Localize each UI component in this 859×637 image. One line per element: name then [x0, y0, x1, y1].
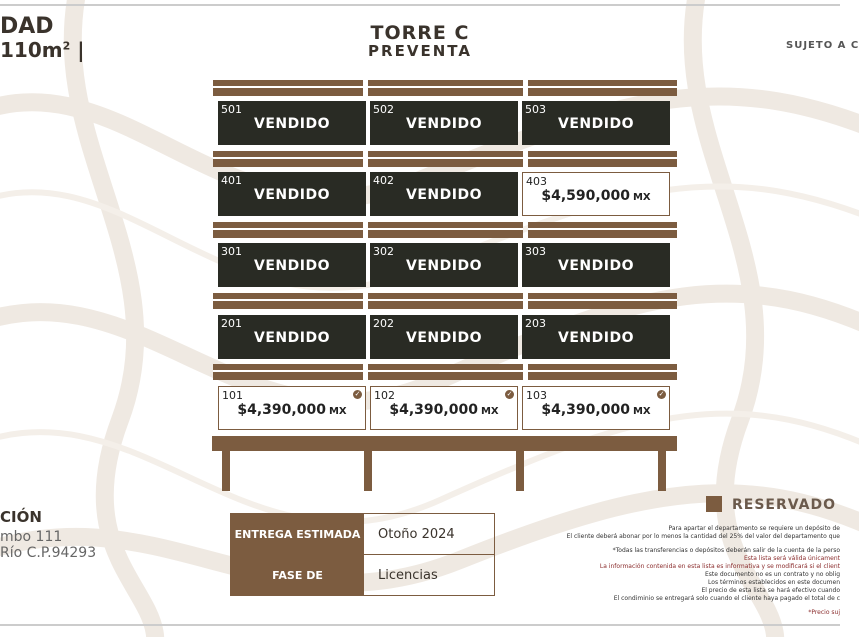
slab-plank [528, 293, 677, 309]
base-leg [658, 451, 666, 491]
slab-line [368, 86, 523, 88]
project-info-table [230, 513, 495, 623]
slab-plank [368, 222, 523, 238]
note-line: Para apartar el departamento se requiere un depósito de [668, 525, 840, 532]
reserved-label: RESERVADO [732, 497, 837, 513]
unit-402[interactable] [370, 172, 518, 216]
unit-201[interactable] [218, 315, 366, 359]
unit-403[interactable] [522, 172, 670, 216]
unit-102[interactable] [370, 386, 518, 430]
unit-501[interactable] [218, 101, 366, 145]
construction-phase-value: Licencias [378, 568, 438, 583]
slab-plank [528, 364, 677, 380]
slab-line [368, 299, 523, 301]
sold-status: VENDIDO [406, 187, 482, 203]
unit-401[interactable] [218, 172, 366, 216]
base-leg [222, 451, 230, 491]
price-value: $4,390,000 [389, 402, 478, 418]
floor-slab [213, 151, 677, 167]
sold-status: VENDIDO [254, 116, 330, 132]
unit-503[interactable] [522, 101, 670, 145]
unit-103[interactable] [522, 386, 670, 430]
unit-301[interactable] [218, 243, 366, 287]
slab-plank [528, 80, 677, 96]
location-heading: CIÓN [0, 508, 42, 526]
sold-status: VENDIDO [406, 330, 482, 346]
slab-line [368, 228, 523, 230]
unit-203[interactable] [522, 315, 670, 359]
note-line: Los términos establecidos en este documen [708, 579, 840, 586]
delivery-label: ENTREGA ESTIMADA [231, 514, 364, 555]
slab-plank [213, 222, 363, 238]
address-line: mbo 111 [0, 529, 63, 545]
currency-label: MX [632, 192, 651, 203]
price-value: $4,390,000 [541, 402, 630, 418]
note-line: *Todas las transferencias o depósitos deberán salir de la cuenta de la perso [612, 547, 840, 554]
slab-line [528, 157, 677, 159]
floor-slab [213, 293, 677, 309]
unit-area: $110m^2$ | [0, 38, 85, 63]
terms-notes [540, 525, 840, 617]
currency-label: MX [328, 406, 347, 417]
tower-name: TORRE C [370, 22, 470, 44]
sold-status: VENDIDO [254, 330, 330, 346]
unit-303[interactable] [522, 243, 670, 287]
currency-label: MX [480, 406, 499, 417]
price-value: $4,590,000 [541, 188, 630, 204]
note-line: El precio de esta lista se hará efectivo cuando [701, 587, 840, 594]
unit-number: 403 [526, 175, 547, 188]
price-value: $4,390,000 [237, 402, 326, 418]
slab-line [368, 370, 523, 372]
unit-price [523, 402, 669, 418]
check-icon: ✓ [506, 390, 513, 398]
slab-line [368, 157, 523, 159]
delivery-value: Otoño 2024 [378, 527, 455, 542]
unit-number: 401 [221, 174, 242, 187]
check-icon: ✓ [354, 390, 361, 398]
left-title: DAD [0, 14, 54, 39]
slab-line [528, 299, 677, 301]
unit-number: 201 [221, 317, 242, 330]
sold-status: VENDIDO [406, 116, 482, 132]
note-line: El condiminio se entregará solo cuando el cliente haya pagado el total de c [613, 595, 840, 602]
slab-line [213, 370, 363, 372]
building-base [212, 436, 677, 451]
slab-plank [368, 151, 523, 167]
unit-number: 301 [221, 245, 242, 258]
tower-title [340, 22, 500, 60]
unit-number: 503 [525, 103, 546, 116]
sold-status: VENDIDO [254, 187, 330, 203]
unit-number: 502 [373, 103, 394, 116]
sold-status: VENDIDO [254, 258, 330, 274]
unit-price [523, 188, 669, 204]
base-leg [364, 451, 372, 491]
slab-line [213, 299, 363, 301]
reserved-swatch [706, 496, 722, 512]
slab-line [213, 228, 363, 230]
unit-101[interactable] [218, 386, 366, 430]
slab-plank [368, 293, 523, 309]
slab-line [528, 228, 677, 230]
slab-line [213, 157, 363, 159]
currency-label: MX [632, 406, 651, 417]
sold-status: VENDIDO [406, 258, 482, 274]
base-leg [516, 451, 524, 491]
legend-reserved [706, 496, 836, 513]
unit-number: 103 [526, 389, 547, 402]
sold-status: VENDIDO [558, 330, 634, 346]
note-line: Esta lista será válida únicament [743, 555, 840, 562]
note-line: La información contenida en esta lista es informativa y se modificará si el client [599, 563, 840, 570]
unit-size-header [0, 14, 85, 62]
slab-plank [213, 293, 363, 309]
slab-line [528, 370, 677, 372]
unit-number: 203 [525, 317, 546, 330]
unit-202[interactable] [370, 315, 518, 359]
unit-price [219, 402, 365, 418]
unit-number: 101 [222, 389, 243, 402]
floor-slab [213, 222, 677, 238]
unit-number: 402 [373, 174, 394, 187]
slab-line [213, 86, 363, 88]
unit-price [371, 402, 517, 418]
unit-502[interactable] [370, 101, 518, 145]
sold-status: VENDIDO [558, 258, 634, 274]
slab-plank [213, 151, 363, 167]
unit-302[interactable] [370, 243, 518, 287]
address-line: Río C.P.94293 [0, 545, 97, 561]
sold-status: VENDIDO [558, 116, 634, 132]
note-line: *Precio suj [808, 609, 840, 616]
slab-plank [528, 151, 677, 167]
unit-number: 302 [373, 245, 394, 258]
check-icon: ✓ [658, 390, 665, 398]
slab-line [528, 86, 677, 88]
subject-to-note: SUJETO A C [786, 40, 859, 51]
sale-phase: PREVENTA [368, 42, 472, 60]
unit-number: 102 [374, 389, 395, 402]
slab-plank [368, 80, 523, 96]
floor-slab [213, 364, 677, 380]
slab-plank [528, 222, 677, 238]
slab-plank [213, 364, 363, 380]
unit-number: 303 [525, 245, 546, 258]
note-line: Este documento no es un contrato y no oblig [705, 571, 840, 578]
slab-plank [368, 364, 523, 380]
floor-slab [213, 80, 677, 96]
construction-phase-label: FASE DE CONSTRUCCION [231, 555, 364, 596]
slab-plank [213, 80, 363, 96]
location-block [0, 508, 96, 561]
unit-number: 202 [373, 317, 394, 330]
unit-number: 501 [221, 103, 242, 116]
note-line: El cliente deberá abonar por lo menos la cantidad del 25% del valor del departamento que [566, 533, 840, 540]
